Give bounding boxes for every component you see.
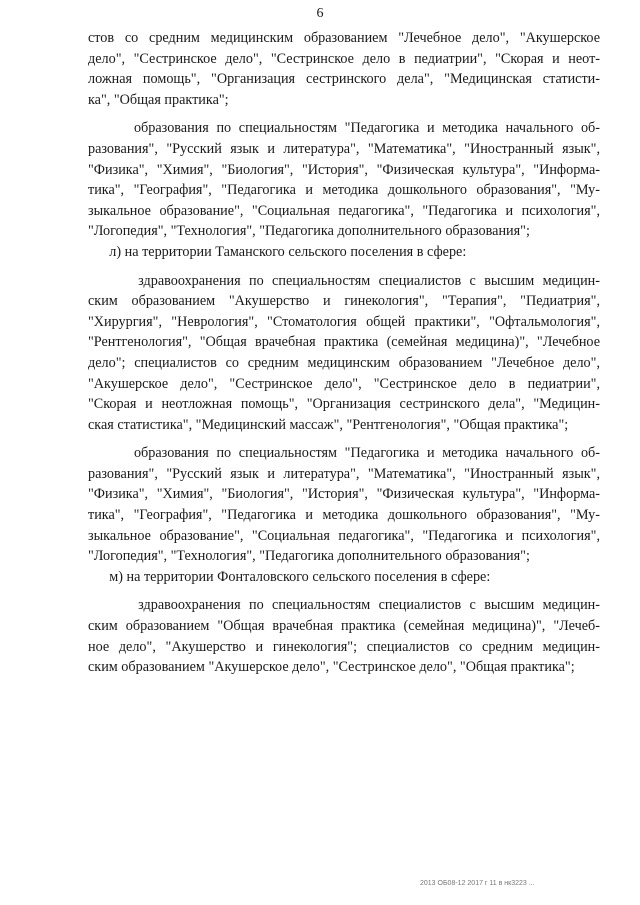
- text-line: ка", "Общая практика";: [88, 91, 229, 108]
- text-line: разования", "Русский язык и литература", "Математика", "Иностранный язык",: [88, 140, 600, 157]
- document-body: [88, 28, 600, 678]
- paragraph-gap: [88, 110, 600, 118]
- text-line: стов со средним медицинским образованием "Лечебное дело", "Акушерское: [88, 30, 600, 46]
- text-line: образования по специальностям "Педагогика и методика начального об-: [88, 120, 600, 137]
- text-line: "Хирургия", "Неврология", "Стоматология общей практики", "Офтальмология",: [88, 313, 600, 330]
- text-line: ская статистика", "Медицинский массаж", "Рентгенология", "Общая практика";: [88, 416, 569, 433]
- text-line: разования", "Русский язык и литература", "Математика", "Иностранный язык",: [88, 465, 600, 482]
- text-line: здравоохранения по специальностям специалистов с высшим медицин-: [88, 272, 600, 289]
- text-line: тика", "География", "Педагогика и методика дошкольного образования", "Му-: [88, 507, 600, 524]
- document-footer-code: 2013 ОБ08-12 2017 г 11 в нк3223 ...: [420, 880, 535, 887]
- text-line: ложная помощь", "Организация сестринского дела", "Медицинская статисти-: [88, 71, 600, 88]
- text-line: м) на территории Фонталовского сельского поселения в сфере:: [88, 568, 491, 585]
- text-line: "Физика", "Химия", "Биология", "История", "Физическая культура", "Информа-: [88, 486, 600, 503]
- text-line: образования по специальностям "Педагогика и методика начального об-: [88, 445, 600, 462]
- text-line: дело"; специалистов со средним медицинским образованием "Лечебное дело",: [88, 354, 600, 371]
- text-line: "Акушерское дело", "Сестринское дело", "Сестринское дело в педиатрии",: [88, 375, 600, 392]
- paragraph-gap: [88, 263, 600, 271]
- text-line: зыкальное образование", "Социальная педагогика", "Педагогика и психология",: [88, 202, 600, 219]
- text-line: дело", "Сестринское дело", "Сестринское дело в педиатрии", "Скорая и неот-: [88, 50, 600, 67]
- paragraph-gap: [88, 435, 600, 443]
- text-line: "Физика", "Химия", "Биология", "История", "Физическая культура", "Информа-: [88, 161, 600, 178]
- text-line: зыкальное образование", "Социальная педагогика", "Педагогика и психология",: [88, 527, 600, 544]
- text-line: "Рентгенология", "Общая врачебная практика (семейная медицина)", "Лечебное: [88, 334, 600, 351]
- text-line: тика", "География", "Педагогика и методика дошкольного образования", "Му-: [88, 182, 600, 199]
- text-line: ским образованием "Акушерство и гинекология", "Терапия", "Педиатрия",: [88, 293, 600, 310]
- text-line: ским образованием "Акушерское дело", "Сестринское дело", "Общая практика";: [88, 659, 575, 676]
- text-line: л) на территории Таманского сельского поселения в сфере:: [88, 243, 467, 260]
- text-line: "Логопедия", "Технология", "Педагогика дополнительного образования";: [88, 223, 530, 240]
- text-line: ским образованием "Общая врачебная практика (семейная медицина)", "Лечеб-: [88, 618, 600, 635]
- paragraph-gap: [88, 587, 600, 595]
- text-line: здравоохранения по специальностям специалистов с высшим медицин-: [88, 597, 600, 614]
- text-line: ное дело", "Акушерство и гинекология"; специалистов со средним медицин-: [88, 638, 600, 655]
- text-line: "Логопедия", "Технология", "Педагогика дополнительного образования";: [88, 548, 530, 565]
- page-number: 6: [316, 6, 324, 21]
- text-line: "Скорая и неотложная помощь", "Организация сестринского дела", "Медицин-: [88, 396, 600, 413]
